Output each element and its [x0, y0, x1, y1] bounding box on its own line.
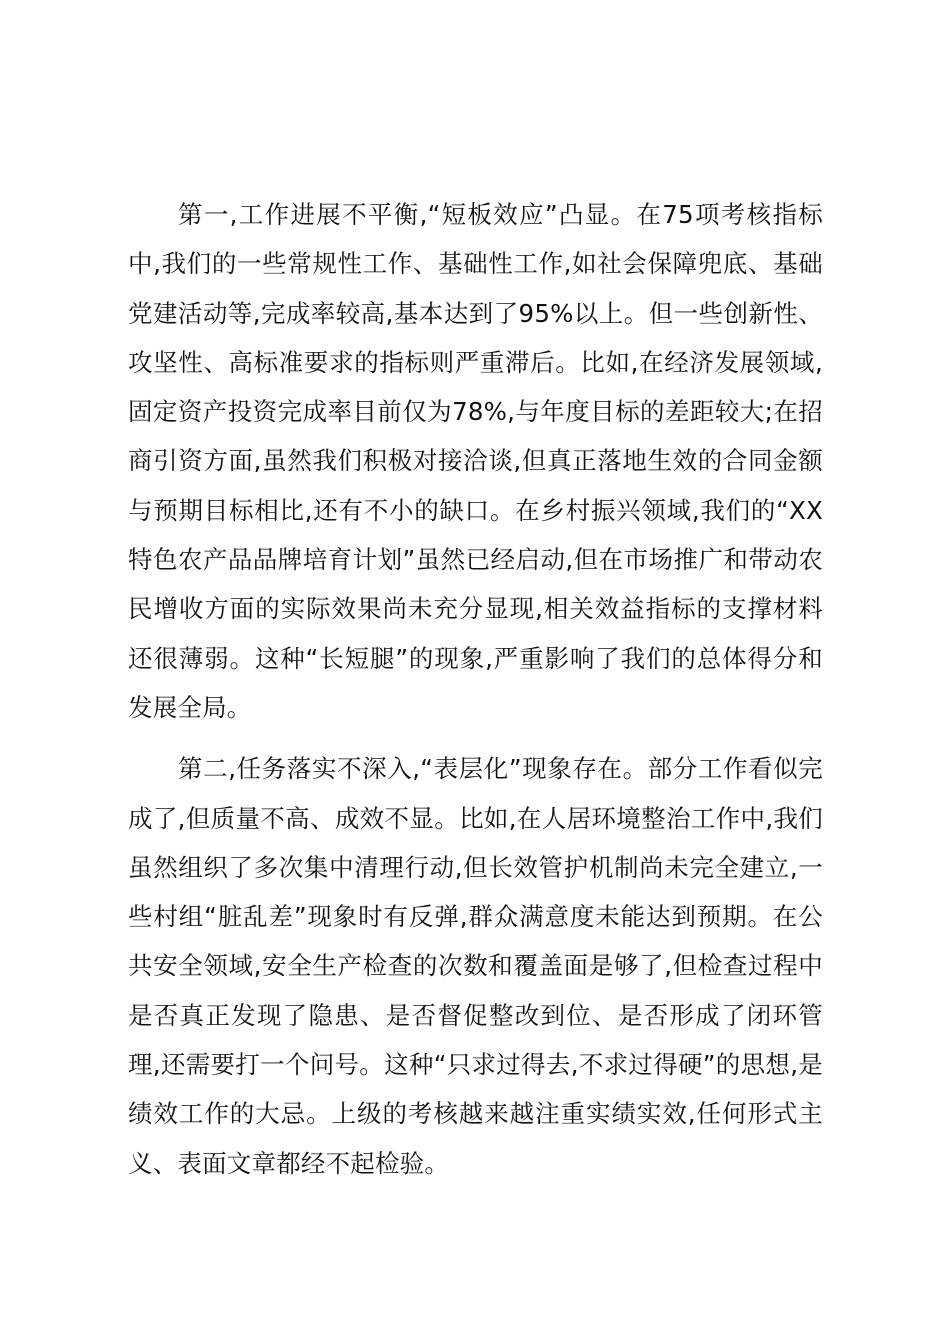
paragraph-1: 第一,工作进展不平衡,“短板效应”凸显。在75项考核指标中,我们的一些常规性工作、基础性工作,如社会保障兜底、基础党建活动等,完成率较高,基本达到了95%以上。但一些创新性、攻坚性、高标准要求的指标则严重滞后。比如,在经济发展领域,固定资产投资完成率目前仅为78%,与年度目标的差距较大;在招商引资方面,虽然我们积极对接洽谈,但真正落地生效的合同金额与预期目标相比,还有不小的缺口。在乡村振兴领域,我们的“XX特色农产品品牌培育计划”虽然已经启动,但在市场推广和带动农民增收方面的实际效果尚未充分显现,相关效益指标的支撑材料还很薄弱。这种“长短腿”的现象,严重影响了我们的总体得分和发展全局。: [128, 200, 823, 722]
document-body: [128, 190, 823, 1200]
paragraph-2: 第二,任务落实不深入,“表层化”现象存在。部分工作看似完成了,但质量不高、成效不显。比如,在人居环境整治工作中,我们虽然组织了多次集中清理行动,但长效管护机制尚未完全建立,一些村组“脏乱差”现象时有反弹,群众满意度未能达到预期。在公共安全领域,安全生产检查的次数和覆盖面是够了,但检查过程中是否真正发现了隐患、是否督促整改到位、是否形成了闭环管理,还需要打一个问号。这种“只求过得去,不求过得硬”的思想,是绩效工作的大忌。上级的考核越来越注重实绩实效,任何形式主义、表面文章都经不起检验。: [128, 754, 823, 1178]
